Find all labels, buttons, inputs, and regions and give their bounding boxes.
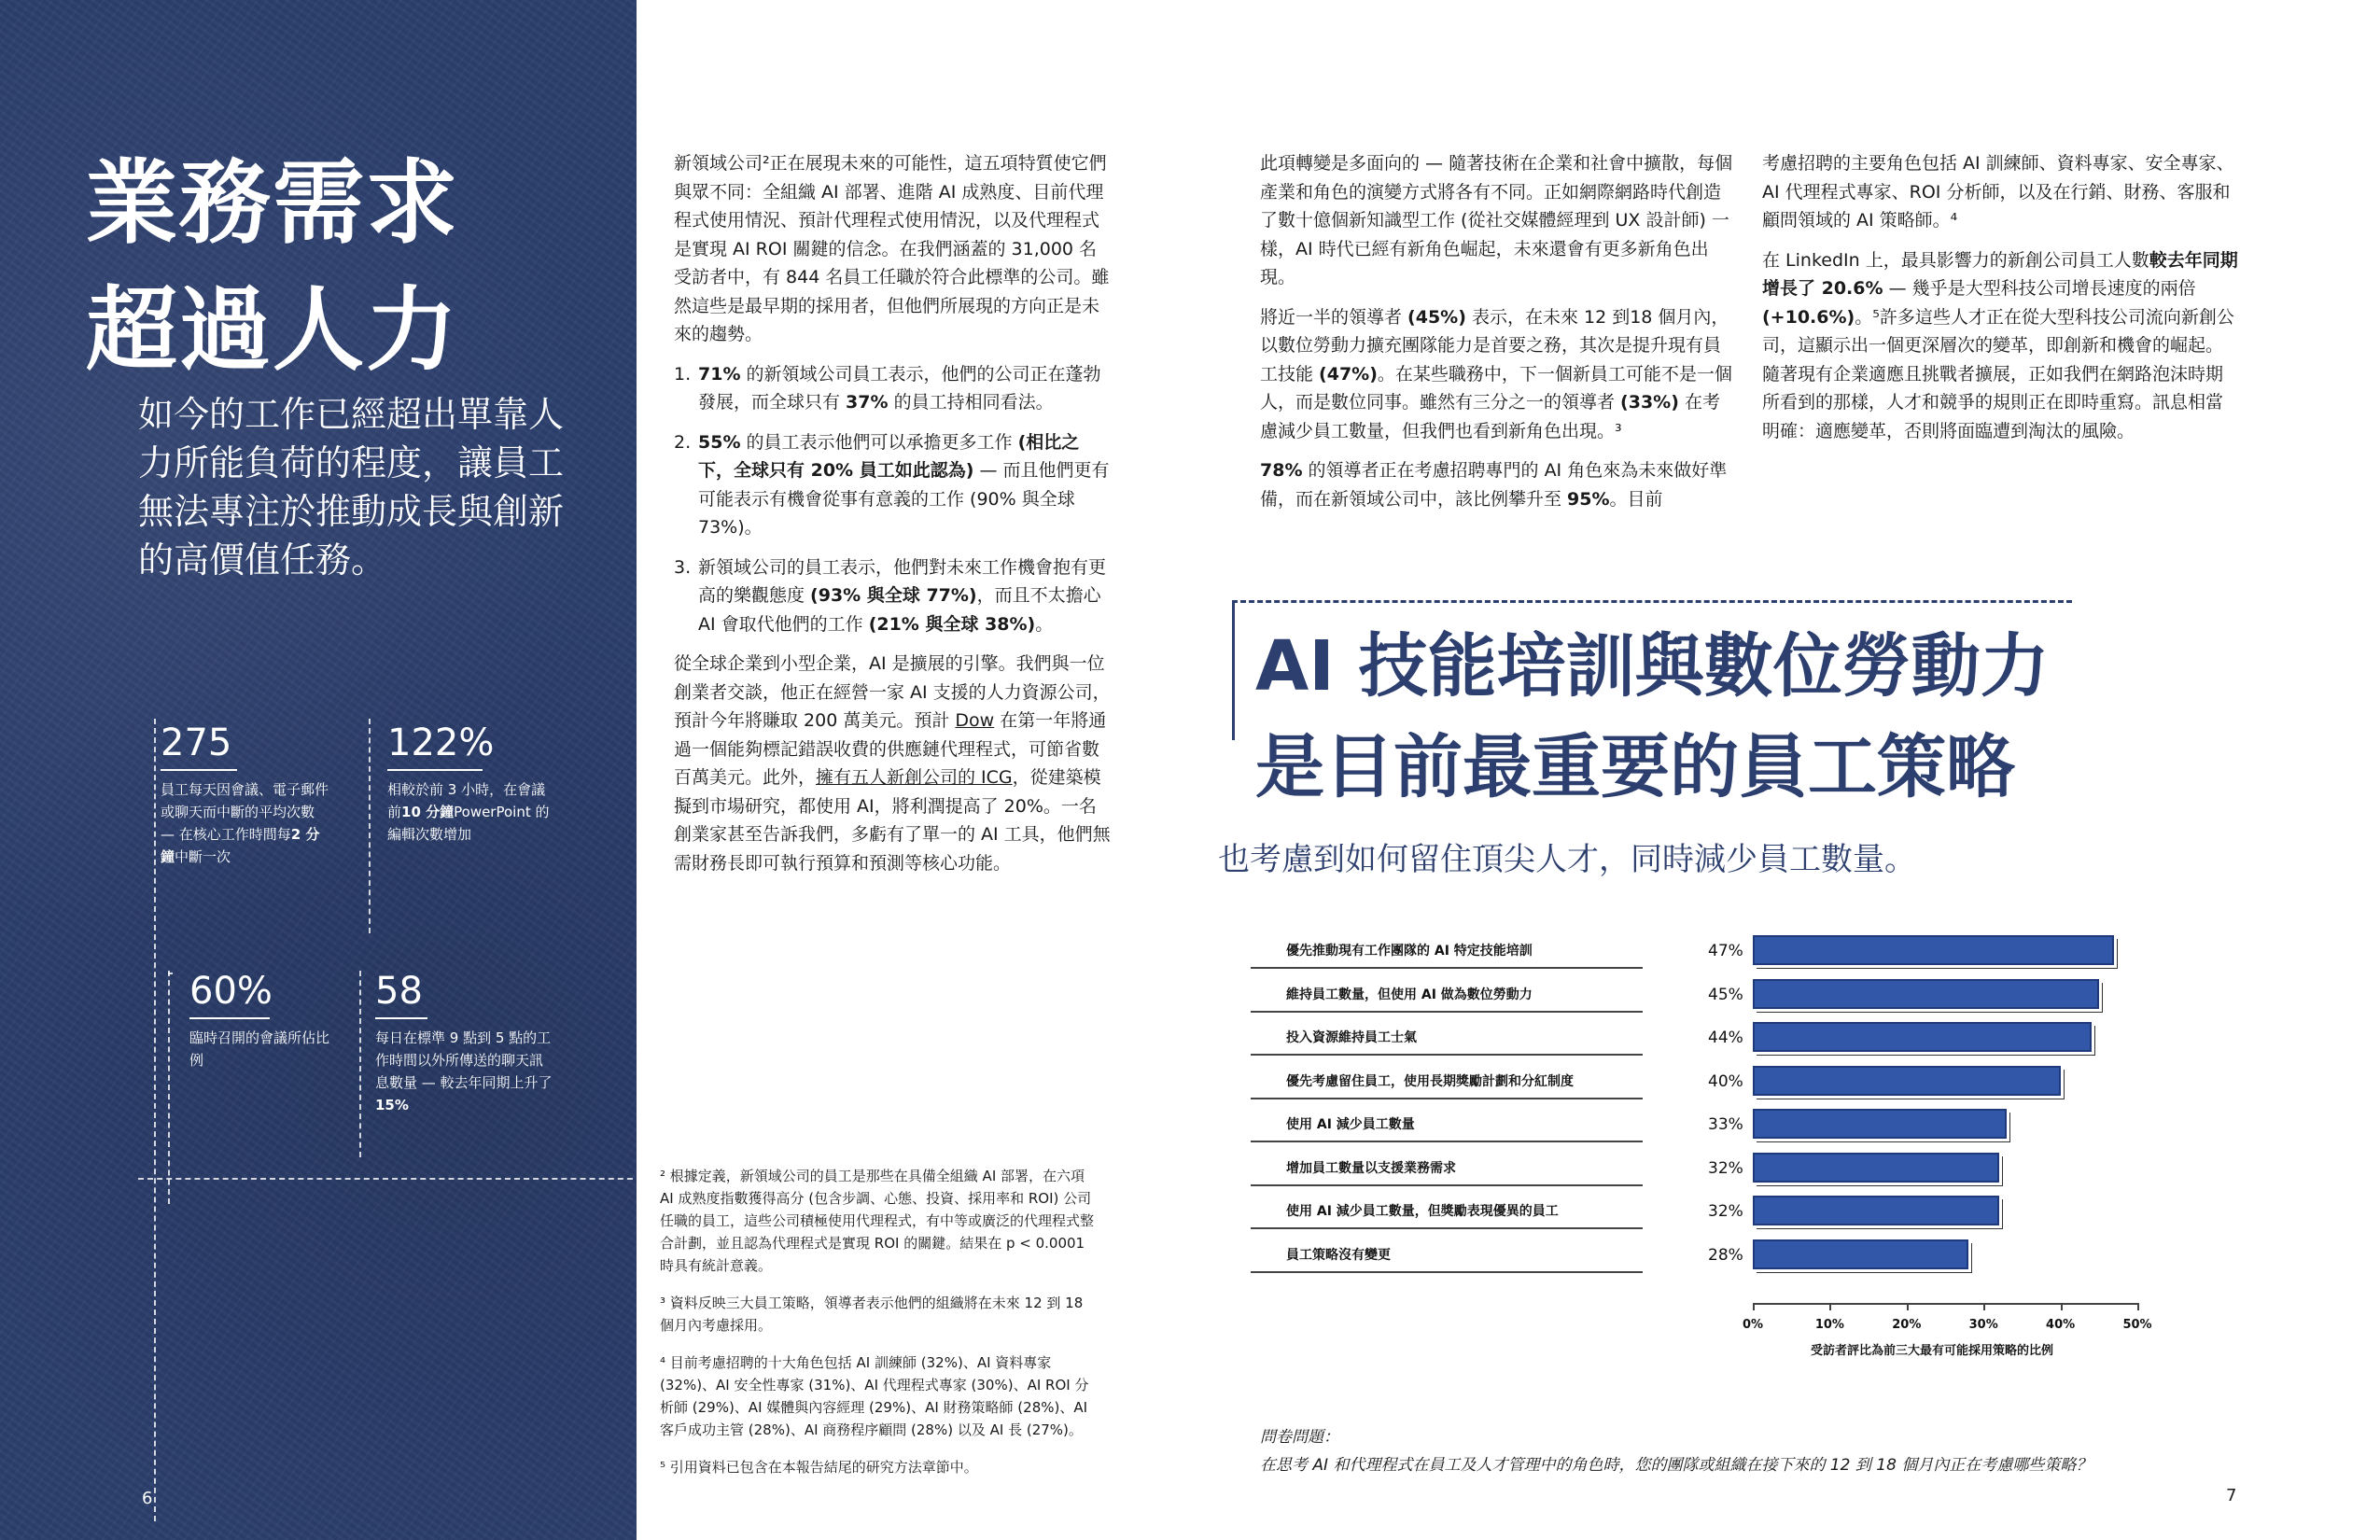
bar-value-label: 33%	[1708, 1115, 1743, 1134]
divider-line	[369, 719, 371, 933]
x-axis-tick	[1753, 1303, 1755, 1310]
bar	[1753, 1022, 2092, 1052]
chart-row	[1251, 1064, 2184, 1107]
x-tick-label: 50%	[2122, 1318, 2152, 1332]
bar-category-label: 使用 AI 減少員工數量	[1251, 1107, 1643, 1142]
chart-row	[1251, 933, 2184, 976]
bar	[1753, 979, 2099, 1009]
body-text: 。⁵許多這些人才正在從大型科技公司流向新創公司，這顯示出一個更深層次的變革，即創新和機會的崛起。隨著現有企業適應且挑戰者擴展，正如我們在網路泡沫時期所看到的那樣，人才和競爭的規則正在即時重寫。訊息相當明確：適應變革，否則將面臨遭到淘汰的風險。	[1762, 306, 2234, 441]
headline-line-2: 超過人力	[86, 277, 460, 384]
strategy-bar-chart	[1251, 933, 2184, 1363]
bar-category-label: 增加員工數量以支援業務需求	[1251, 1151, 1643, 1186]
chart-row	[1251, 1020, 2184, 1063]
emphasis-text: 較去年同期增長了 20.6%	[1762, 249, 2238, 299]
chart-row	[1251, 1151, 2184, 1194]
section-heading	[1255, 616, 2189, 818]
emphasis-text: (+10.6%)	[1762, 306, 1855, 328]
x-tick-label: 20%	[1892, 1318, 1922, 1332]
body-text: ，而且不太擔心 AI 會取代他們的工作	[698, 585, 1101, 635]
x-axis	[1753, 1303, 2137, 1305]
stat-text: PowerPoint 的編輯次數增加	[387, 804, 550, 843]
bar	[1753, 1153, 1999, 1183]
bar-category-label: 優先推動現有工作團隊的 AI 特定技能培訓	[1251, 933, 1643, 969]
bar	[1753, 1239, 1968, 1269]
intro-paragraph: 新領域公司²正在展現未來的可能性，這五項特質使它們與眾不同：全組織 AI 部署、進階 AI 成熟度、目前代理程式使用情況、預計代理程式使用情況，以及代理程式是實現 AI ROI 關鍵的信念。在我們涵蓋的 31,000 名受訪者中，有 844 名員工任職於符合此標準的公司。雖然這些是最早期的採用者，但他們所展現的方向正是未來的趨勢。	[674, 153, 1110, 344]
emphasis-text: (33%)	[1620, 392, 1679, 413]
stat-number-60: 60%	[189, 969, 270, 1019]
stat-description	[375, 1027, 554, 1116]
x-axis-tick	[2137, 1303, 2139, 1310]
stat-text: 每日在標準 9 點到 5 點的工作時間以外所傳送的聊天訊息數量 — 較去年同期上升了	[375, 1029, 553, 1091]
chart-row	[1251, 1107, 2184, 1150]
bar	[1753, 1109, 2007, 1139]
stat-text: 臨時召開的會議所佔比例	[189, 1029, 330, 1069]
survey-label: 問卷問題：	[1260, 1428, 1339, 1447]
page-subheading: 如今的工作已經超出單靠人力所能負荷的程度，讓員工無法專注於推動成長與創新的高價值任務。	[138, 394, 565, 581]
x-axis-tick	[1983, 1303, 1985, 1310]
divider-line	[168, 971, 170, 1204]
emphasis-text: (93% 與全球 77%)	[810, 585, 977, 606]
body-text: 。在某些職務中，下一個新員工可能不是一個人，而是數位同事。雖然有三分之一的領導者	[1260, 363, 1732, 413]
emphasis-text: (47%)	[1319, 363, 1378, 385]
stat-description	[387, 778, 557, 846]
findings-list	[674, 360, 1111, 639]
body-text: 在考慮減少員工數量，但我們也看到新角色出現。³	[1260, 392, 1720, 441]
emphasis-text: 71%	[698, 363, 741, 385]
paragraph-hiring	[1260, 456, 1736, 513]
bar-value-label: 44%	[1708, 1029, 1743, 1047]
footnotes	[660, 1165, 1099, 1493]
footnote-4: ⁴ 目前考慮招聘的十大角色包括 AI 訓練師 (32%)、AI 資料專家 (32%)、AI 安全性專家 (31%)、AI 代理程式專家 (30%)、AI ROI 分析師 (29%)、AI 媒體與內容經理 (29%)、AI 財務策略師 (28%)、AI 客戶成功主管 (28%)、AI 商務程序顧問 (28%) 以及 AI 長 (27%)。	[660, 1354, 1089, 1438]
list-item	[674, 553, 1111, 639]
divider-line	[168, 973, 173, 974]
footnote-3: ³ 資料反映三大員工策略，領導者表示他們的組織將在未來 12 到 18 個月內考慮採用。	[660, 1295, 1084, 1334]
paragraph-roles-list: 考慮招聘的主要角色包括 AI 訓練師、資料專家、安全專家、AI 代理程式專家、ROI 分析師，以及在行銷、財務、客服和顧問領域的 AI 策略師。⁴	[1762, 153, 2234, 231]
section-subheading: 也考慮到如何留住頂尖人才，同時減少員工數量。	[1218, 841, 1916, 878]
body-text: 的員工持相同看法。	[888, 392, 1054, 413]
emphasis-text: (相比之下，全球只有 20% 員工如此認為)	[698, 431, 1080, 481]
icg-link[interactable]: 擁有五人新創公司的 ICG	[816, 767, 1013, 788]
list-number: 3.	[674, 556, 692, 578]
bar-value-label: 47%	[1708, 942, 1743, 960]
list-item	[674, 360, 1111, 417]
page-headline	[86, 140, 609, 394]
bar-value-label: 45%	[1708, 985, 1743, 1004]
bar-value-label: 32%	[1708, 1158, 1743, 1178]
emphasis-text: 37%	[846, 392, 889, 413]
bar-value-label: 32%	[1708, 1202, 1743, 1221]
heading-bracket	[1232, 600, 1235, 740]
footnote-2: ² 根據定義，新領域公司的員工是那些在具備全組織 AI 部署，在六項 AI 成熟度指數獲得高分 (包含步調、心態、投資、採用率和 ROI) 公司任職的員工，這些公司積極使用代理程式，有中等或廣泛的代理程式整合計劃，並且認為代理程式是實現 ROI 的關鍵。結果在 p < 0.0001 時具有統計意義。	[660, 1168, 1095, 1274]
body-text: 的員工表示他們可以承擔更多工作	[740, 431, 1018, 453]
survey-question	[1260, 1423, 2092, 1479]
stat-description	[189, 1027, 329, 1071]
x-tick-label: 0%	[1742, 1318, 1764, 1332]
bar	[1753, 1196, 1999, 1225]
headline-line-1: 業務需求	[86, 150, 460, 257]
bar-category-label: 優先考慮留住員工，使用長期獎勵計劃和分紅制度	[1251, 1064, 1643, 1099]
body-text: 在 LinkedIn 上，最具影響力的新創公司員工人數	[1762, 249, 2149, 271]
emphasis-text: (45%)	[1407, 306, 1466, 328]
x-tick-label: 40%	[2046, 1318, 2076, 1332]
survey-text: 在思考 AI 和代理程式在員工及人才管理中的角色時，您的團隊或組織在接下來的 12 到 18 個月內正在考慮哪些策略？	[1260, 1456, 2093, 1475]
bar-value-label: 40%	[1708, 1071, 1743, 1091]
stat-emphasis: 15%	[375, 1097, 409, 1113]
stat-emphasis: 2 分鐘	[161, 826, 320, 865]
bar-category-label: 維持員工數量，但使用 AI 做為數位勞動力	[1251, 977, 1643, 1013]
list-number: 2.	[674, 431, 692, 453]
stat-number-275: 275	[161, 721, 237, 771]
chart-row	[1251, 1194, 2184, 1237]
emphasis-text: 78%	[1260, 460, 1303, 481]
body-text: 將近一半的領導者	[1260, 306, 1408, 328]
page-number-left: 6	[142, 1489, 153, 1508]
emphasis-text: (21% 與全球 38%)	[868, 613, 1036, 635]
chart-row	[1251, 977, 2184, 1020]
body-text: — 幾乎是大型科技公司增長速度的兩倍	[1883, 278, 2196, 299]
dow-link[interactable]: Dow	[955, 710, 995, 731]
body-text: 新領域公司的員工表示，他們對未來工作機會抱有更高的樂觀態度	[698, 556, 1107, 606]
text-column-2	[1260, 149, 1736, 525]
text-column-3	[1762, 149, 2238, 456]
text-column-1	[674, 149, 1111, 889]
bar	[1753, 935, 2114, 965]
left-panel	[0, 0, 637, 1540]
body-text: 的新領域公司員工表示，他們的公司正在蓬勃發展，而全球只有	[698, 363, 1101, 413]
x-axis-title: 受訪者評比為前三大最有可能採用策略的比例	[1811, 1344, 2054, 1358]
stat-description	[161, 778, 330, 868]
divider-line	[138, 1178, 642, 1180]
section-heading-line-1: AI 技能培訓與數位勞動力	[1255, 626, 2050, 707]
stat-emphasis: 10 分鐘	[401, 804, 455, 820]
body-text: 的領導者正在考慮招聘專門的 AI 角色來為未來做好準備，而在新領域公司中，該比例攀升至	[1260, 460, 1728, 510]
page-number-right: 7	[2226, 1486, 2237, 1505]
x-axis-tick	[1829, 1303, 1831, 1310]
stat-number-58: 58	[375, 969, 427, 1019]
divider-line	[154, 719, 156, 1521]
bar-value-label: 28%	[1708, 1245, 1743, 1265]
bar-category-label: 員工策略沒有變更	[1251, 1238, 1643, 1273]
stat-text: 相較於前 3 小時，在會議前	[387, 781, 546, 820]
paragraph-roles: 此項轉變是多面向的 — 隨著技術在企業和社會中擴散，每個產業和角色的演變方式將各有不同。正如網際網路時代創造了數十億個新知識型工作 (從社交媒體經理到 UX 設計師) 一樣，AI 時代已經有新角色崛起，未來還會有更多新角色出現。	[1260, 153, 1733, 287]
divider-line	[359, 971, 361, 1157]
body-text: — 而且他們更有可能表示有機會從事有意義的工作 (90% 與全球 73%)。	[698, 460, 1110, 538]
bar-category-label: 使用 AI 減少員工數量，但獎勵表現優異的員工	[1251, 1194, 1643, 1229]
body-text: 。	[1035, 613, 1054, 635]
emphasis-text: 95%	[1567, 488, 1610, 510]
emphasis-text: 55%	[698, 431, 741, 453]
x-axis-tick	[1907, 1303, 1909, 1310]
footnote-5: ⁵ 引用資料已包含在本報告結尾的研究方法章節中。	[660, 1459, 978, 1476]
bar-category-label: 投入資源維持員工士氣	[1251, 1020, 1643, 1056]
section-heading-line-2: 是目前最重要的員工策略	[1255, 727, 2015, 807]
stat-text: 員工每天因會議、電子郵件或聊天而中斷的平均次數 — 在核心工作時間每	[161, 781, 329, 843]
scaling-paragraph: 從全球企業到小型企業，AI 是擴展的引擎。我們與一位創業者交談，他正在經營一家 AI 支援的人力資源公司，預計今年將賺取 200 萬美元。預計 Dow 在第一年將通過一個能夠標記錯誤收費的供應鏈代理程式，可節省數百萬美元。此外，擁有五人新創公司的 ICG，從建築模擬到市場研究，都使用 AI，將利潤提高了 20%。一名創業家甚至告訴我們，多虧有了單一的 AI 工具，他們無需財務長即可執行預算和預測等核心功能。	[674, 653, 1111, 874]
stat-number-122: 122%	[387, 721, 483, 771]
body-text: 表示，在未來 12 到18 個月內，以數位勞動力擴充團隊能力是首要之務，其次是提升現有員工技能	[1260, 306, 1729, 385]
x-tick-label: 10%	[1814, 1318, 1844, 1332]
stat-text: 中斷一次	[175, 848, 231, 865]
list-number: 1.	[674, 363, 692, 385]
paragraph-linkedin	[1762, 246, 2238, 446]
x-axis-tick	[2061, 1303, 2063, 1310]
chart-row	[1251, 1238, 2184, 1281]
body-text: 。目前	[1609, 488, 1663, 510]
paragraph-leaders	[1260, 303, 1736, 446]
list-item	[674, 428, 1111, 542]
bar	[1753, 1066, 2061, 1096]
x-tick-label: 30%	[1968, 1318, 1998, 1332]
heading-bracket	[1232, 600, 2072, 603]
